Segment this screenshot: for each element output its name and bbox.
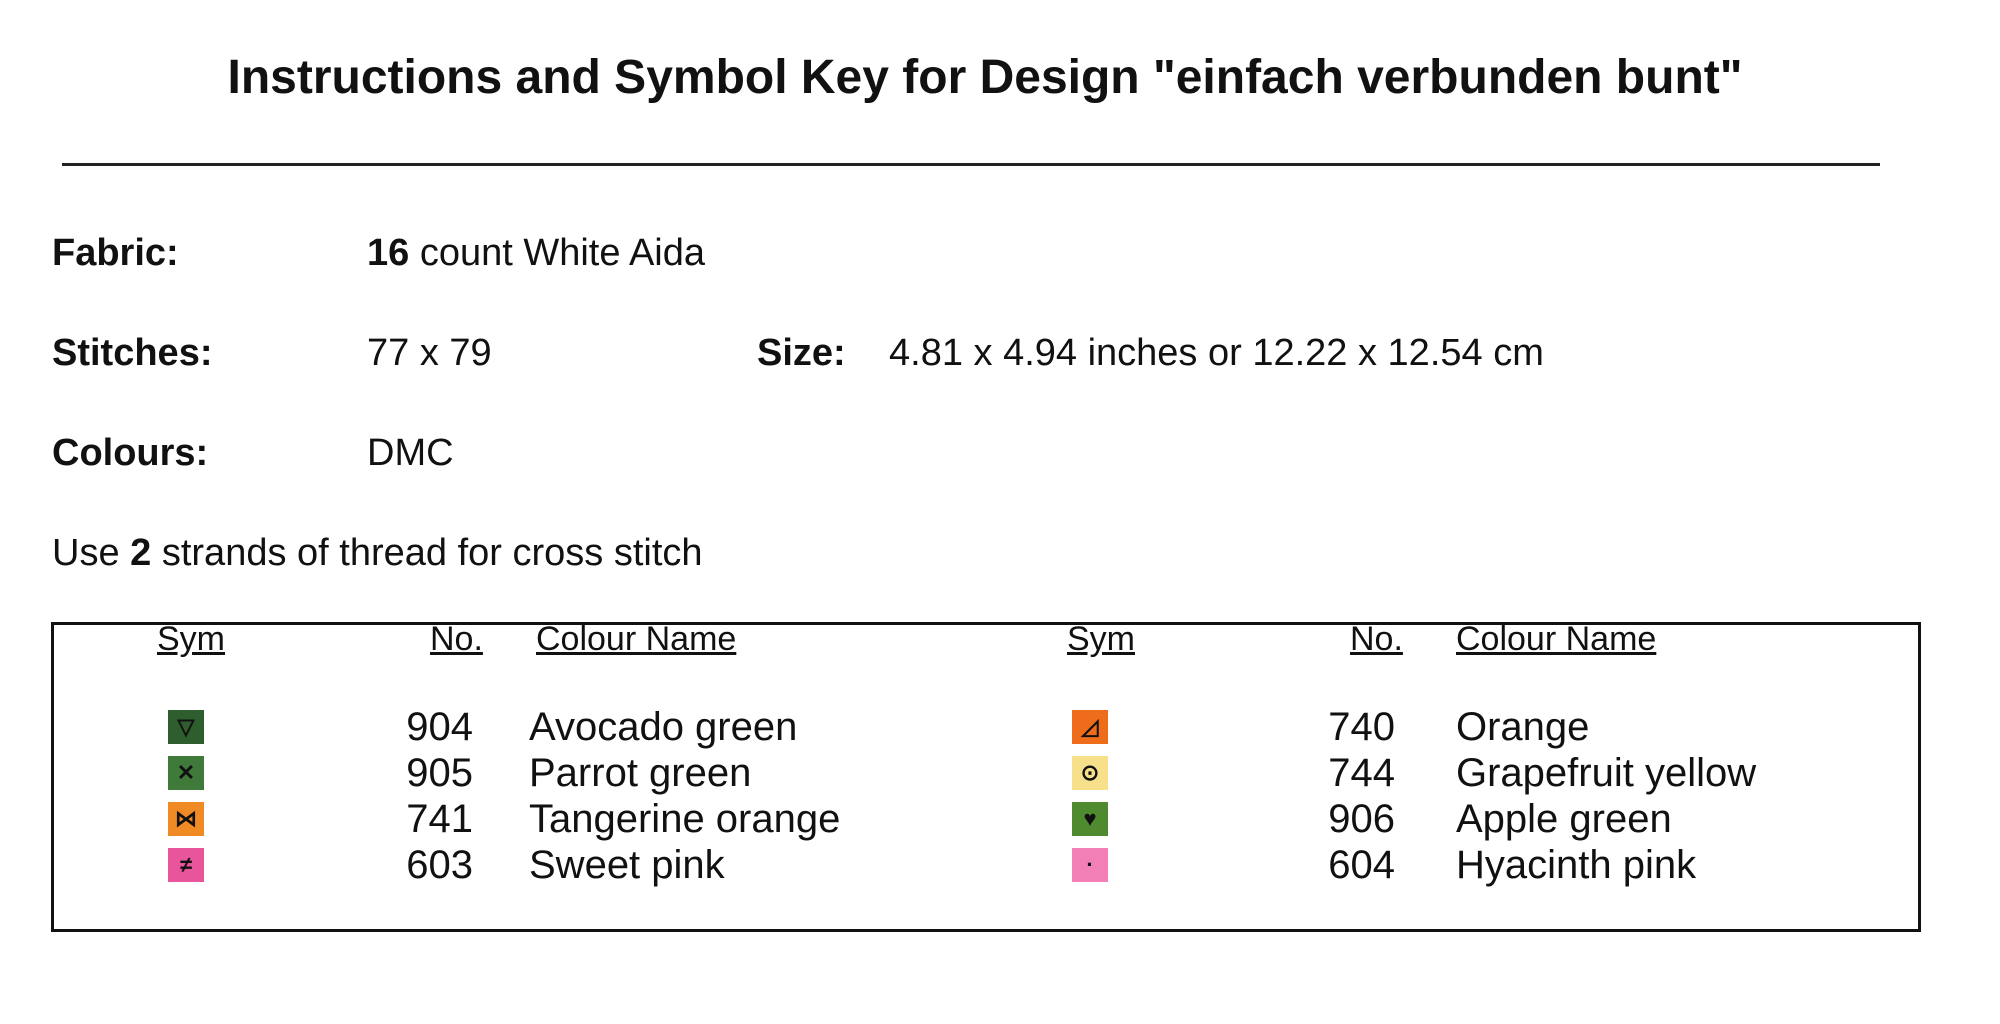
dmc-number: 906 [1328, 797, 1395, 841]
dot-icon: · [1072, 848, 1108, 882]
strands-prefix: Use [52, 532, 120, 574]
size-value: 4.81 x 4.94 inches or 12.22 x 12.54 cm [889, 332, 1544, 374]
colour-name: Avocado green [529, 705, 798, 749]
x-mark-icon: ✕ [168, 756, 204, 790]
strands-suffix: strands of thread for cross stitch [161, 532, 703, 574]
colour-name: Parrot green [529, 751, 752, 795]
fabric-label: Fabric: [52, 232, 179, 274]
size-label: Size: [757, 332, 846, 374]
colour-name: Orange [1456, 705, 1590, 749]
dmc-number: 904 [406, 705, 473, 749]
right-triangle-icon: ◿ [1072, 710, 1108, 744]
colours-label: Colours: [52, 432, 209, 474]
header-sym-right: Sym [1067, 620, 1135, 658]
strands-count: 2 [130, 532, 152, 574]
colour-name: Tangerine orange [529, 797, 841, 841]
colour-name: Hyacinth pink [1456, 843, 1697, 887]
dmc-number: 905 [406, 751, 473, 795]
dmc-number: 744 [1328, 751, 1395, 795]
header-colour-name-right: Colour Name [1456, 620, 1657, 658]
colour-name: Sweet pink [529, 843, 725, 887]
not-equal-icon: ≠ [168, 848, 204, 882]
heart-icon: ♥ [1072, 802, 1108, 836]
dmc-number: 741 [406, 797, 473, 841]
header-no-right: No. [1350, 620, 1403, 658]
colours-value: DMC [367, 432, 454, 474]
colour-name: Apple green [1456, 797, 1672, 841]
triangle-down-outline-icon: ▽ [168, 710, 204, 744]
fabric-value [367, 232, 705, 275]
strands-instruction [52, 532, 703, 575]
bowtie-icon: ⋈ [168, 802, 204, 836]
header-sym-left: Sym [157, 620, 225, 658]
title-divider [62, 163, 1880, 166]
circled-dot-icon: ⊙ [1072, 756, 1108, 790]
header-no-left: No. [430, 620, 483, 658]
fabric-count: 16 [367, 232, 410, 274]
dmc-number: 603 [406, 843, 473, 887]
header-colour-name-left: Colour Name [536, 620, 737, 658]
dmc-number: 604 [1328, 843, 1395, 887]
stitches-label: Stitches: [52, 332, 213, 374]
colour-name: Grapefruit yellow [1456, 751, 1757, 795]
page-title: Instructions and Symbol Key for Design "einfach verbunden bunt" [227, 51, 1743, 104]
dmc-number: 740 [1328, 705, 1395, 749]
stitches-value: 77 x 79 [367, 332, 492, 374]
fabric-text: count White Aida [419, 232, 706, 274]
